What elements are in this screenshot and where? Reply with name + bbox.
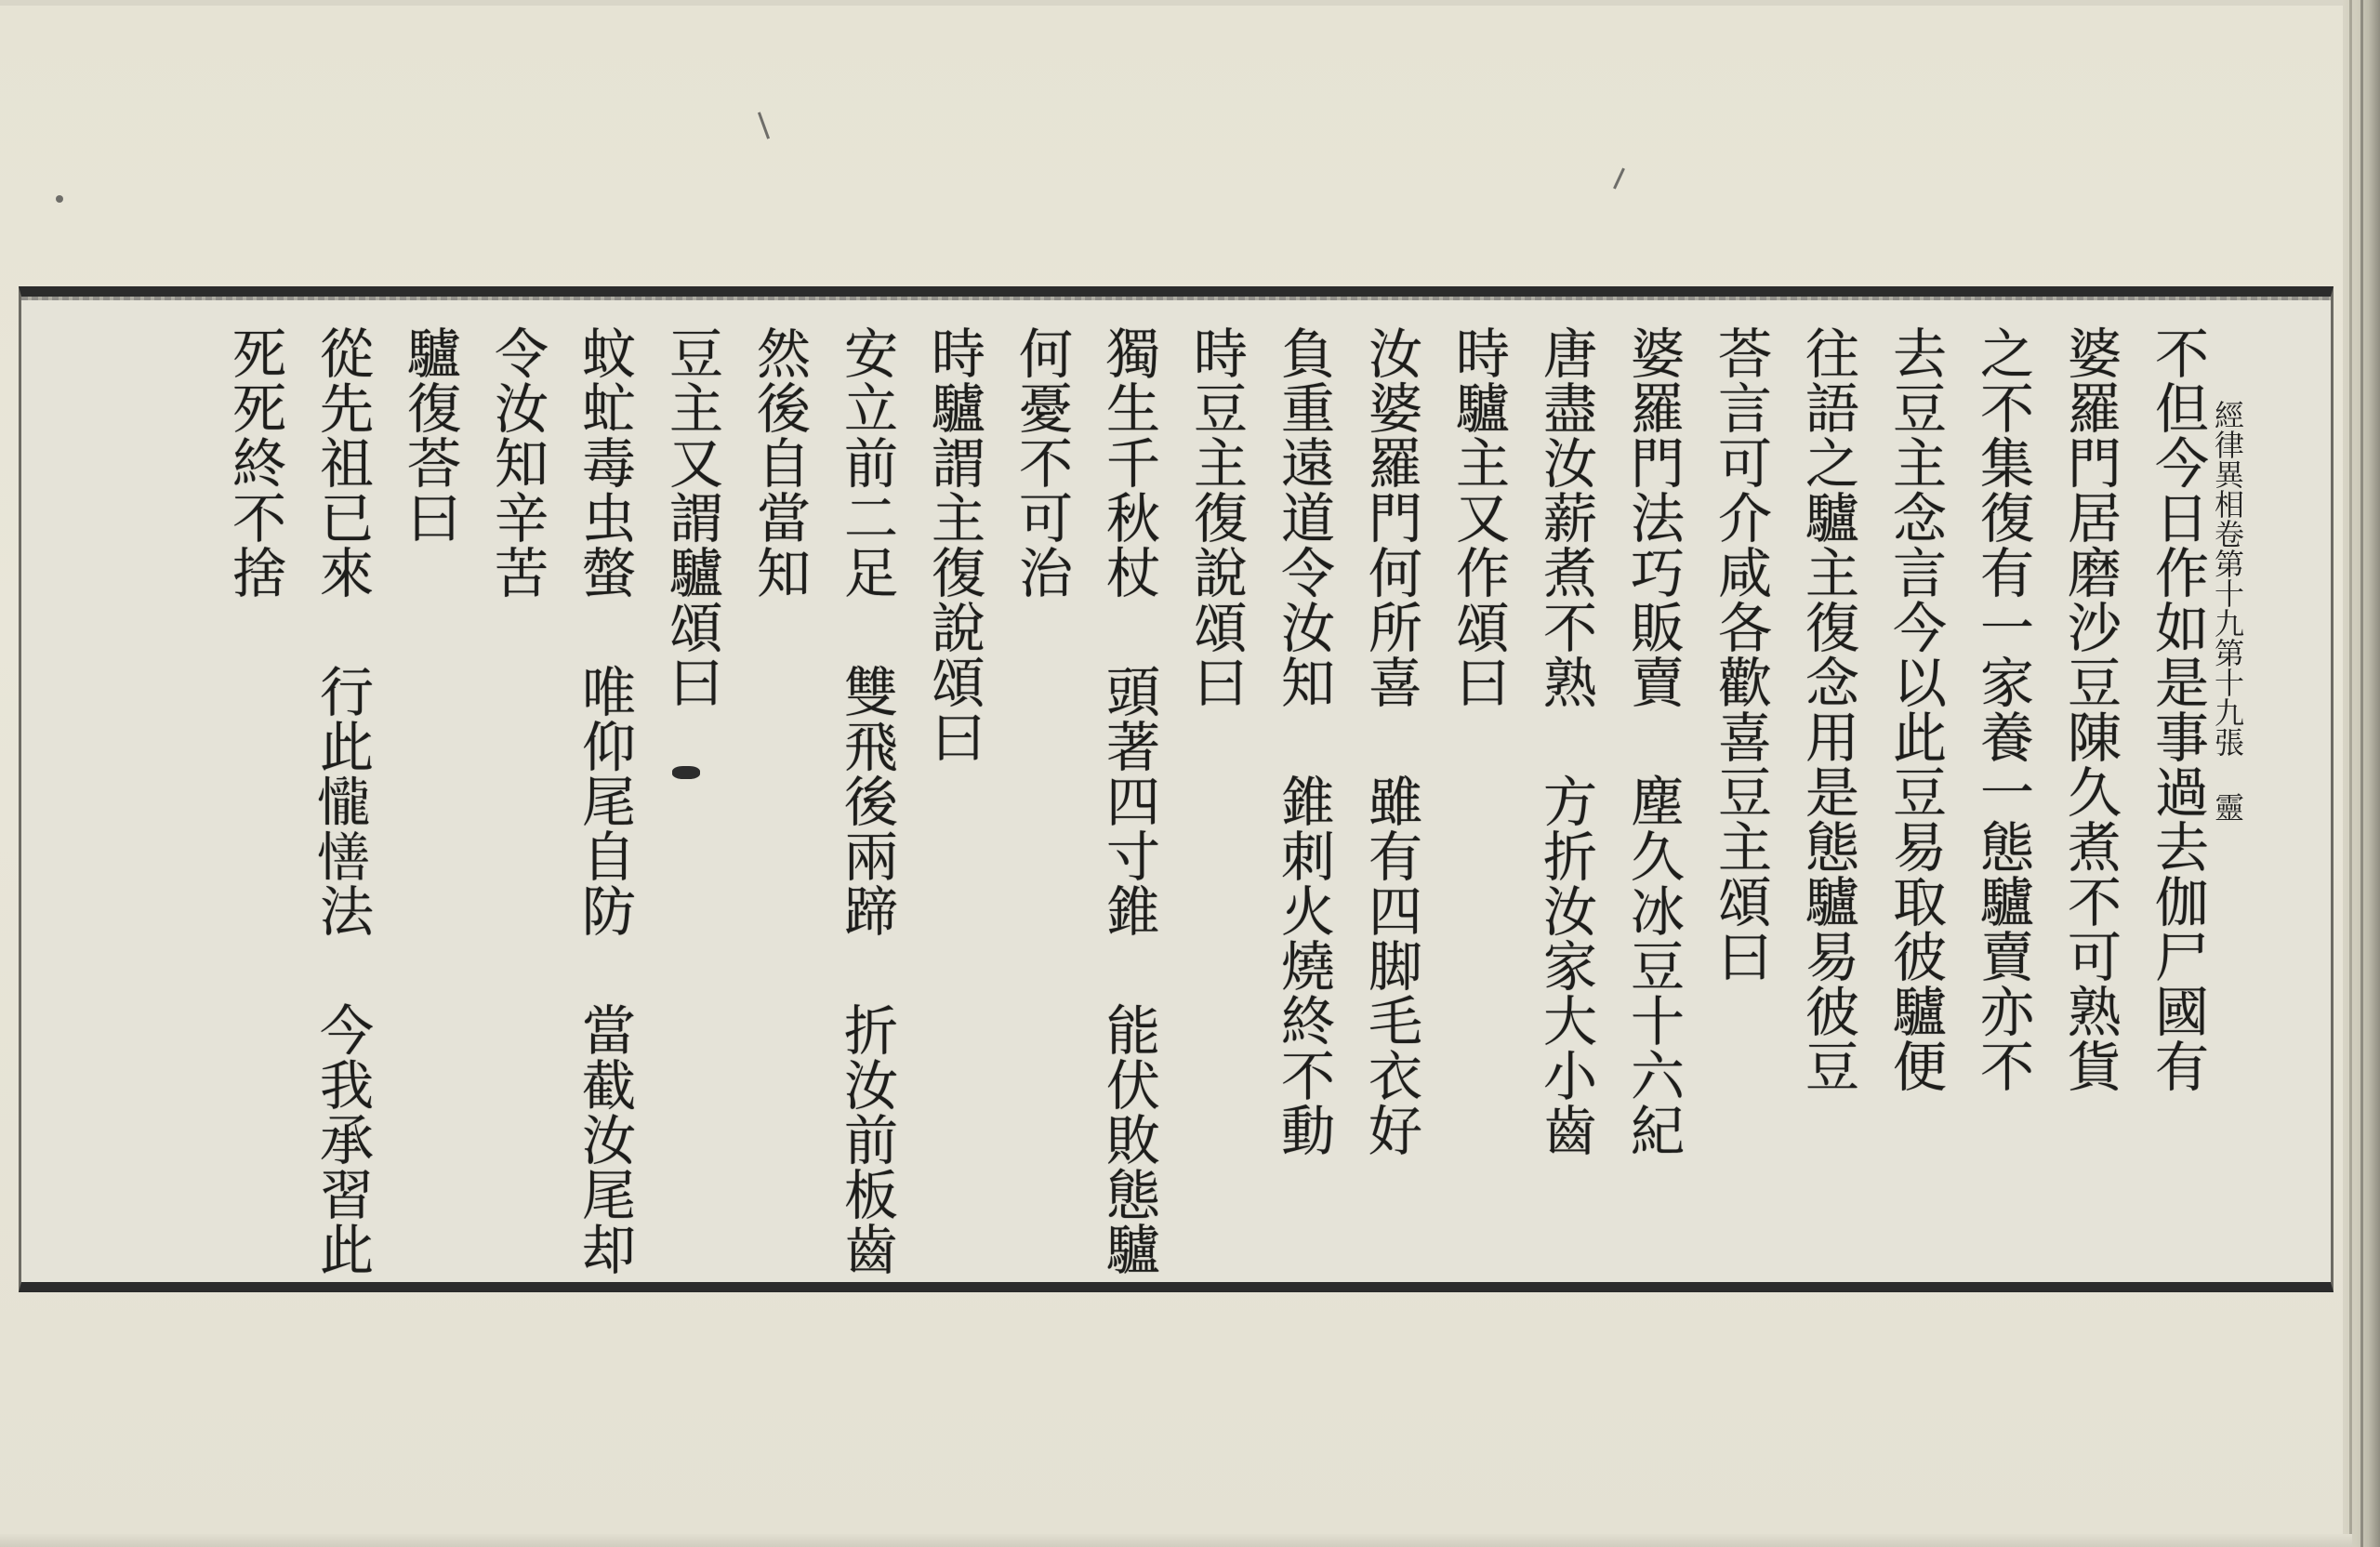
text-column-23: 死死終不捨: [223, 325, 286, 600]
ink-blot: [672, 766, 700, 779]
text-column-18: 豆主又謂驢頌曰: [660, 325, 723, 709]
text-column-17: 然後自當知: [747, 325, 811, 600]
text-column-1: 不但今日作如是事過去伽尸國有: [2146, 325, 2209, 1093]
text-column-10: 汝婆羅門何所喜 雖有四脚毛衣好: [1359, 325, 1422, 1157]
text-column-6: 荅言可介咸各歡喜豆主頌曰: [1709, 325, 1772, 984]
text-column-5: 往語之驢主復念用是態驢易彼豆: [1796, 325, 1859, 1093]
text-column-20: 令汝知辛苦: [485, 325, 549, 600]
text-column-22: 從先祖已來 行此𢤱𢢆法 今我承習此: [311, 325, 374, 1276]
binding-line: [2360, 0, 2363, 1547]
text-column-12: 時豆主復說頌曰: [1184, 325, 1248, 709]
margin-title: 經律異相卷第十九第十九張 靈: [2210, 400, 2245, 822]
page-bottom-edge: [0, 1534, 2352, 1547]
text-column-3: 之不集復有一家養一態驢賣亦不: [1971, 325, 2034, 1093]
ink-speck: [56, 195, 63, 203]
ink-speck: [758, 112, 770, 139]
text-column-11: 負重遠道令汝知 錐刺火燒終不動: [1272, 325, 1335, 1157]
text-column-15: 時驢謂主復說頌曰: [922, 325, 985, 764]
page-top-edge: [0, 0, 2352, 6]
text-column-19: 蚊虻毒虫螫 唯仰尾自防 當截汝尾却: [573, 325, 636, 1276]
text-column-16: 安立前二足 雙飛後兩蹄 折汝前板齒: [835, 325, 898, 1276]
text-column-13: 獨生千秋杖 頭著四寸錐 能伏敗態驢: [1097, 325, 1160, 1276]
text-column-21: 驢復荅曰: [398, 325, 461, 545]
text-column-14: 何憂不可治: [1010, 325, 1073, 600]
text-column-7: 婆羅門法巧販賣 塵久冰豆十六紀: [1621, 325, 1685, 1157]
text-column-4: 去豆主念言今以此豆易取彼驢便: [1884, 325, 1947, 1093]
text-column-8: 唐盡汝薪煮不熟 方折汝家大小齒: [1534, 325, 1597, 1157]
binding-line: [2349, 0, 2352, 1547]
ink-speck: [1613, 167, 1625, 189]
text-column-9: 時驢主又作頌曰: [1447, 325, 1510, 709]
text-column-2: 婆羅門居磨沙豆陳久煮不可熟貨: [2058, 325, 2122, 1093]
